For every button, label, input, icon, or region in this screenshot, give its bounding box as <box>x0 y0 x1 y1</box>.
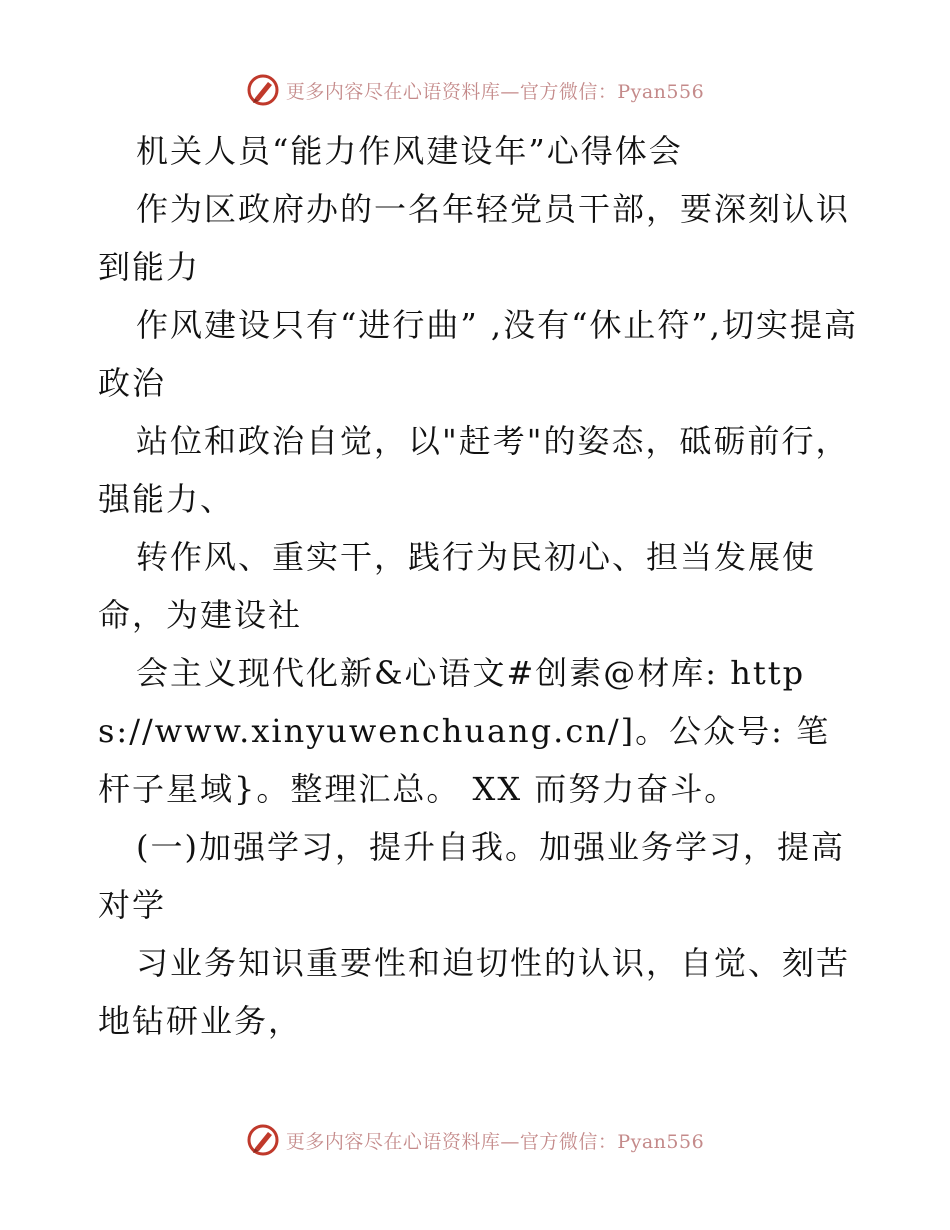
paragraph: 站位和政治自觉，以"赶考"的姿态，砥砺前行，强能力、 <box>98 422 850 518</box>
paragraph: 作风建设只有“进行曲” ,没有“休止符”,切实提高政治 <box>98 306 858 402</box>
paragraph: 习业务知识重要性和迫切性的认识，自觉、刻苦地钻研业务， <box>98 944 851 1040</box>
pen-logo-icon <box>246 1123 280 1157</box>
document-body <box>98 122 858 1050</box>
paragraph: 会主义现代化新&心语文#创素@材库: https://www.xinyuwenchuang.cn/]。公众号: 笔杆子星域}。整理汇总。 XX 而努力奋斗。 <box>98 654 831 808</box>
footer-banner-text: 更多内容尽在心语资料库—官方微信：Pyan556 <box>285 1130 705 1153</box>
paragraph: 作为区政府办的一名年轻党员干部，要深刻认识到能力 <box>98 190 851 286</box>
header-banner-text: 更多内容尽在心语资料库—官方微信：Pyan556 <box>285 80 705 103</box>
paragraph: (一)加强学习，提升自我。加强业务学习，提高对学 <box>98 828 845 924</box>
pen-logo-icon <box>246 73 280 107</box>
header-banner <box>0 70 950 110</box>
footer-banner <box>0 1120 950 1160</box>
document-title: 机关人员“能力作风建设年”心得体会 <box>136 132 683 170</box>
paragraph: 转作风、重实干，践行为民初心、担当发展使命，为建设社 <box>98 538 817 634</box>
